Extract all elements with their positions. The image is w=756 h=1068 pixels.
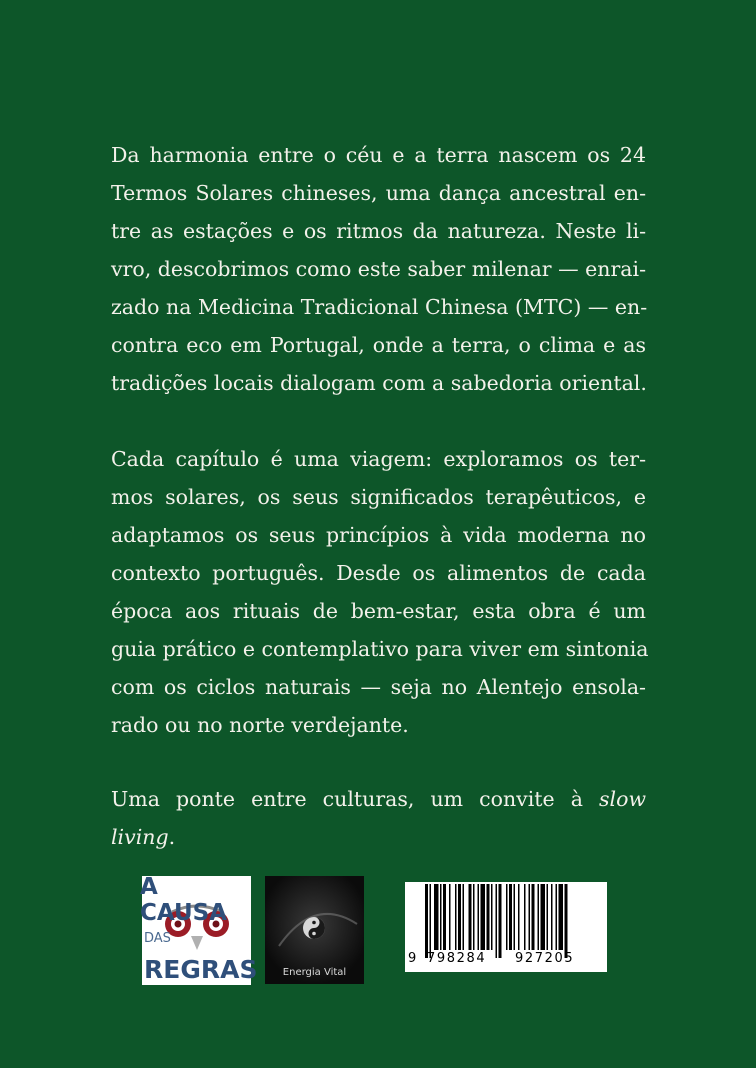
text-line: com os ciclos naturais — seja no Alentejo ensola-	[111, 675, 646, 699]
text-line: tradições locais dialogam com a sabedoria oriental.	[111, 371, 647, 395]
text-line: contexto português. Desde os alimentos de cada	[111, 561, 646, 585]
barcode-bar	[565, 884, 568, 958]
tagline-italic: slow	[599, 787, 646, 811]
barcode-bar	[463, 884, 465, 950]
description-paragraph-2	[111, 440, 649, 744]
tagline-italic: living	[111, 825, 169, 849]
barcode-bar	[443, 884, 446, 950]
isbn-barcode	[405, 882, 607, 972]
barcode-bar	[449, 884, 451, 950]
barcode-bar	[547, 884, 549, 950]
barcode-bar	[440, 884, 442, 950]
barcode-bar	[458, 884, 461, 950]
barcode-bar	[430, 884, 432, 958]
barcode-bar	[469, 884, 472, 950]
text-line: guia prático e contemplativo para viver em sintonia	[111, 637, 649, 661]
barcode-digits	[405, 951, 607, 969]
barcode-bar	[538, 884, 540, 950]
text-line: mos solares, os seus significados terapêuticos, e	[111, 485, 646, 509]
energia-vital-logo	[265, 876, 364, 984]
energia-vital-caption: Energia Vital	[282, 967, 347, 978]
logo-text-bottom: REGRAS	[144, 955, 258, 984]
barcode-bar	[551, 884, 553, 950]
barcode-bar	[559, 884, 564, 950]
barcode-bar	[556, 884, 558, 950]
barcode-bar	[499, 884, 502, 958]
barcode-bar	[455, 884, 457, 950]
description-paragraph-1	[111, 136, 646, 402]
text-line: Cada capítulo é uma viagem: exploramos os ter-	[111, 447, 646, 471]
tagline-period: .	[168, 825, 176, 849]
a-causa-das-regras-logo	[140, 874, 258, 985]
barcode-bar	[425, 884, 428, 958]
text-line: rado ou no norte verdejante.	[111, 713, 409, 737]
barcode-bar	[514, 884, 516, 950]
text-line: Da harmonia entre o céu e a terra nascem os 24	[111, 143, 646, 167]
text-line: vro, descobrimos como este saber milenar — enrai-	[111, 257, 646, 281]
barcode-bar	[473, 884, 475, 950]
text-line: Termos Solares chineses, uma dança ancestral en-	[111, 181, 646, 205]
tagline-line-1	[111, 780, 646, 818]
text-line: época aos rituais de bem-estar, esta obra é um	[111, 599, 646, 623]
barcode-bar	[529, 884, 531, 950]
text-line: contra eco em Portugal, onde a terra, o clima e as	[111, 333, 646, 357]
barcode-bar	[491, 884, 493, 950]
barcode-bar	[478, 884, 480, 950]
barcode-left-group: 798284	[427, 951, 487, 966]
barcode-bar	[506, 884, 508, 950]
text-line: adaptamos os seus princípios à vida moderna no	[111, 523, 646, 547]
tagline-line-2	[111, 818, 646, 856]
barcode-right-group: 927205	[515, 951, 575, 966]
logo-text-small: DAS	[144, 931, 171, 946]
barcode-bar	[487, 884, 490, 950]
text-line: tre as estações e os ritmos da natureza. Neste li-	[111, 219, 646, 243]
barcode-bar	[532, 884, 535, 950]
barcode-bar	[509, 884, 512, 950]
tagline-text: Uma ponte entre culturas, um convite à	[111, 787, 583, 811]
barcode-bar	[434, 884, 439, 950]
barcode-first-digit: 9	[408, 951, 417, 966]
logo-text-top: A CAUSA	[140, 874, 228, 926]
barcode-bar	[496, 884, 498, 958]
barcode-bar	[518, 884, 520, 950]
barcode-bar	[524, 884, 526, 950]
tagline-paragraph	[111, 780, 646, 856]
barcode-bar	[541, 884, 546, 950]
text-line: zado na Medicina Tradicional Chinesa (MTC) — en-	[111, 295, 648, 319]
barcode-bar	[481, 884, 486, 950]
